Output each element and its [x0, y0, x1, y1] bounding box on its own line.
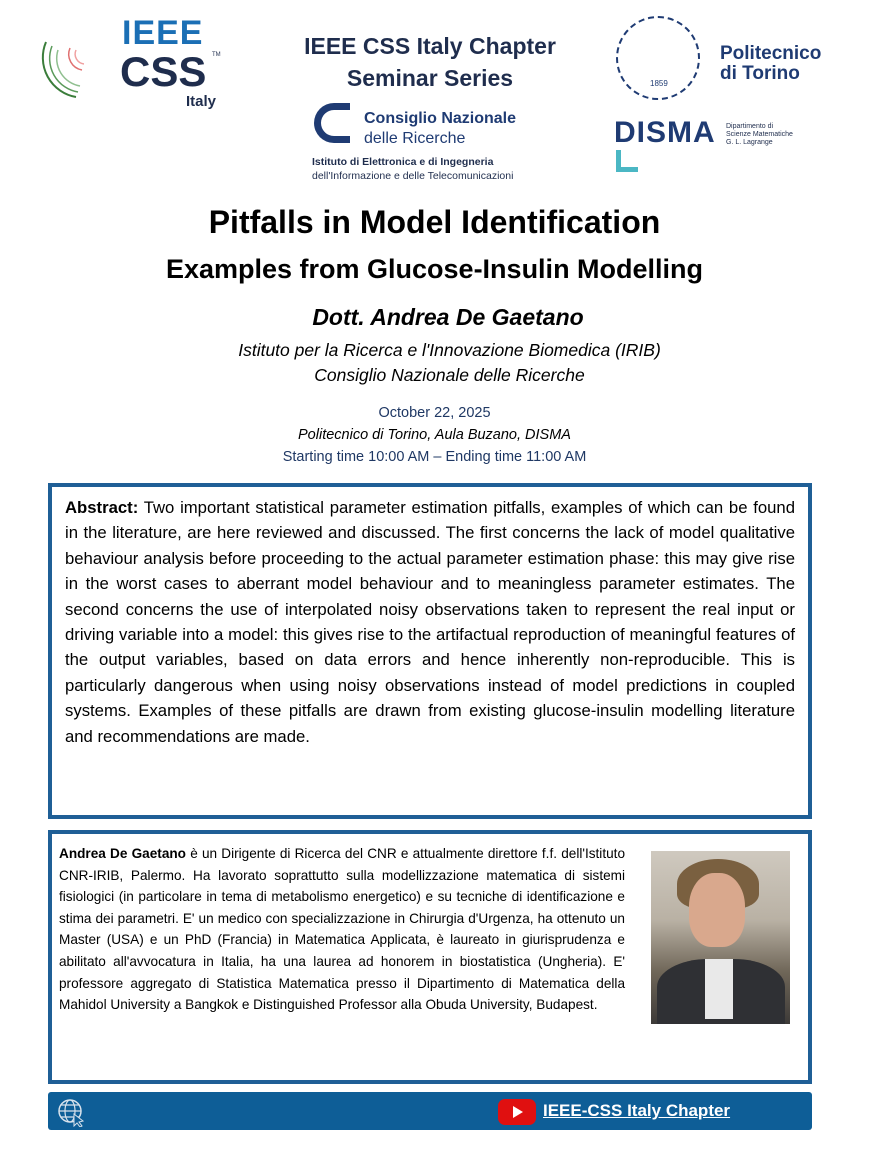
logo-text: Italy: [186, 93, 217, 110]
logo-text: DISMA: [614, 116, 716, 149]
logo-text: Consiglio Nazionale: [364, 110, 517, 127]
abstract-box: [48, 483, 812, 819]
cnr-mark-icon: [314, 103, 350, 143]
bio-text: [59, 843, 625, 1016]
logo-text: 1859: [650, 79, 668, 88]
abstract-text: Two important statistical parameter estimation pitfalls, examples of which can be found in the literature, are here reviewed and discussed. The first concerns the lack of model qualitative behaviour analysis before proceeding to the actual parameter estimation phase: this may give rise in the worst cases to aberrant model behaviour and to meaningless parameter estimates. The second concerns the use of interpolated noisy observations taken to represent the real input or driving variable into a model: this gives rise to the artifactual reproduction of meaningful features of the output variables, based on data errors and hence inherently non-reproducible. This is particularly dangerous when using noisy observations instead of model predictions in coupled systems. Examples of these pitfalls are drawn from existing glucose-insulin modelling literature and recommendations are made.: [65, 498, 795, 746]
logo-text: CSS: [120, 48, 207, 95]
abstract-label: Abstract:: [65, 498, 139, 517]
series-line: Seminar Series: [346, 65, 514, 91]
bio-body: è un Dirigente di Ricerca del CNR e attualmente direttore f.f. dell'Istituto CNR-IRIB, Palermo. Ha lavorato soprattutto sulla modellizzazione matematica di sistemi fisiologici (in particolare in tema di metabolismo energetico) e su tecniche di identificazione e stima dei parametri. E' un medico con specializzazione in Chirurgia d'Urgenza, ha ottenuto un Master (USA) e un PhD (Francia) in Matematica Applicata, è laureato in giurisprudenza e abilitato all'avvocatura in Italia, ha una laurea ad honorem in biostatistica (Ungheria). E' professore aggregato di Statistica Matematica presso il Dipartimento di Matematica della Mahidol University a Bangkok e Distinguished Professor alla Obuda University, Budapest.: [59, 846, 626, 1013]
series-heading: [250, 30, 610, 94]
series-line: IEEE CSS Italy Chapter: [304, 33, 556, 59]
speaker-name: Dott. Andrea De Gaetano: [312, 304, 584, 330]
logo-text: IEEE: [122, 14, 204, 52]
logo-text: delle Ricerche: [364, 130, 466, 147]
event-date: October 22, 2025: [378, 405, 491, 421]
logo-text: Politecnico di Torino: [720, 43, 822, 84]
logo-text: Dipartimento di Scienze Matematiche G. L. Lagrange: [726, 123, 793, 146]
youtube-icon[interactable]: [498, 1099, 536, 1125]
youtube-channel-link[interactable]: IEEE-CSS Italy Chapter: [543, 1101, 731, 1120]
polito-logo: [612, 12, 832, 112]
talk-subtitle: Examples from Glucose-Insulin Modelling: [165, 254, 704, 284]
event-location: Politecnico di Torino, Aula Buzano, DISMA: [298, 427, 571, 443]
web-globe-icon[interactable]: [56, 1097, 86, 1127]
affiliation-line: Consiglio Nazionale delle Ricerche: [314, 365, 585, 385]
cnr-logo: [312, 103, 522, 183]
logo-text: Istituto di Elettronica e di Ingegneria dell'Informazione e delle Telecomunicazioni: [312, 156, 514, 182]
ieee-arcs-icon: [36, 22, 116, 102]
disma-logo: [614, 118, 814, 174]
bio-name: Andrea De Gaetano: [59, 846, 186, 861]
talk-title: Pitfalls in Model Identification: [208, 204, 661, 240]
speaker-photo: [651, 851, 790, 1024]
ieee-css-italy-logo: [36, 16, 241, 111]
affiliation-line: Istituto per la Ricerca e l'Innovazione Biomedica (IRIB): [238, 340, 661, 360]
speaker-affiliation: [0, 338, 869, 388]
bio-box: [48, 830, 812, 1084]
footer-bar: [48, 1092, 812, 1130]
event-details: [0, 402, 869, 468]
disma-deco-icon: [616, 150, 638, 172]
event-time: Starting time 10:00 AM – Ending time 11:00 AM: [282, 449, 587, 465]
logo-text: TM: [212, 52, 221, 58]
